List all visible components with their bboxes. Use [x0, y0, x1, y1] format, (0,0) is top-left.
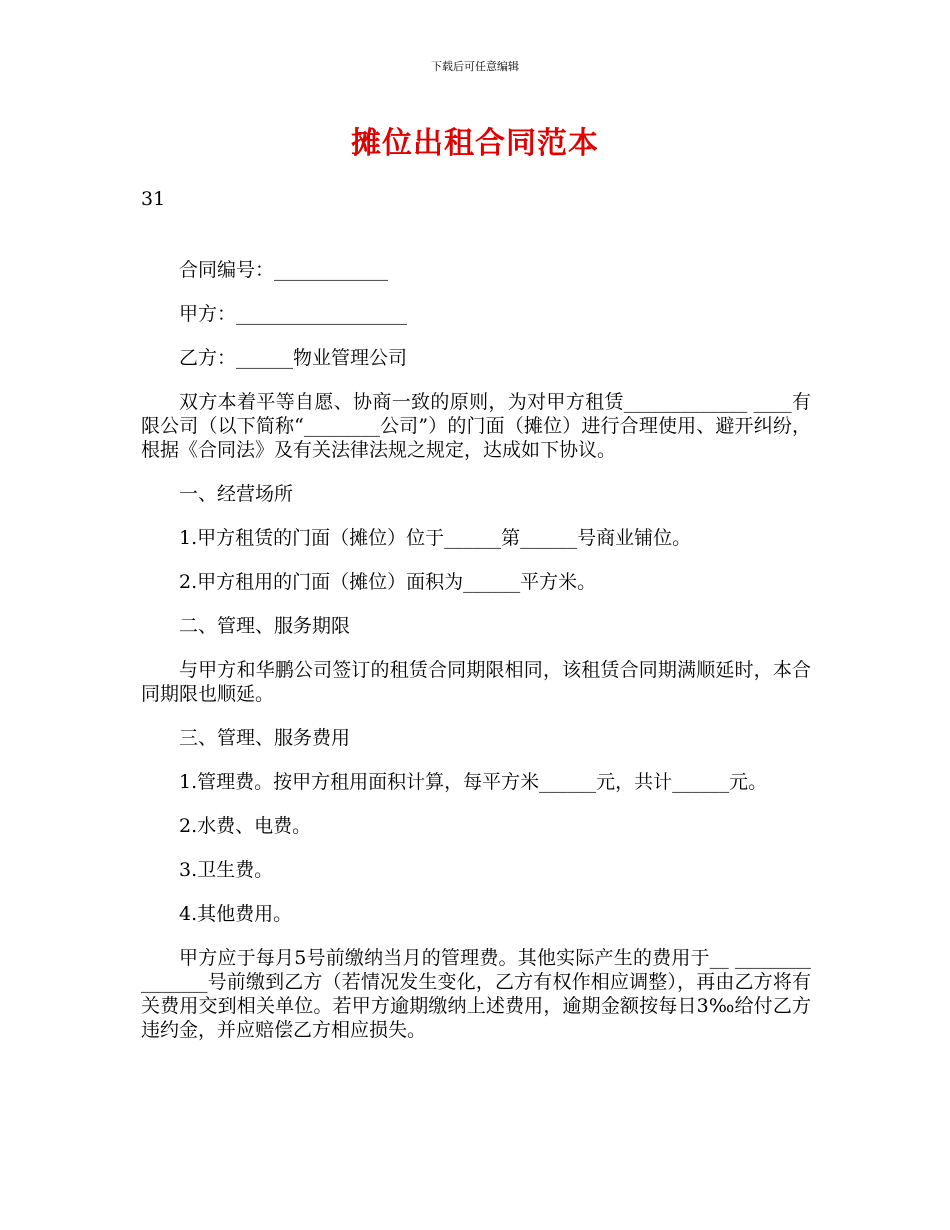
section-heading-3: 三、管理、服务费用 — [179, 727, 351, 749]
party-a-line: 甲方：__________________ — [179, 303, 408, 325]
clause-3-1: 1.管理费。按甲方租用面积计算，每平方米______元，共计______元。 — [179, 771, 768, 793]
document-title: 摊位出租合同范本 — [351, 126, 599, 161]
clause-3-3: 3.卫生费。 — [179, 859, 274, 881]
party-b-line: 乙方：______物业管理公司 — [179, 347, 408, 369]
clause-1-2: 2.甲方租用的门面（摊位）面积为______平方米。 — [179, 571, 597, 593]
clause-1-1: 1.甲方租赁的门面（摊位）位于______第______号商业铺位。 — [179, 527, 692, 549]
header-note: 下载后可任意编辑 — [431, 60, 519, 73]
contract-number-line: 合同编号：____________ — [179, 259, 389, 281]
document-body — [141, 258, 811, 1062]
document-code: 31 — [141, 188, 166, 210]
section-heading-2: 二、管理、服务期限 — [179, 615, 351, 637]
clause-3-4: 4.其他费用。 — [179, 903, 293, 925]
payment-paragraph: 甲方应于每月5号前缴纳当月的管理费。其他实际产生的费用于__ _______________号前缴到乙方（若情况发生变化，乙方有权作相应调整），再由乙方将有关费用交到相关单位。若甲方逾期缴纳上述费用，逾期金额按每日3‰给付乙方违约金，并应赔偿乙方相应损失。 — [141, 947, 811, 1041]
clause-3-2: 2.水费、电费。 — [179, 815, 312, 837]
term-paragraph: 与甲方和华鹏公司签订的租赁合同期限相同，该租赁合同期满顺延时，本合同期限也顺延。 — [141, 659, 811, 705]
section-heading-1: 一、经营场所 — [179, 483, 294, 505]
preamble-paragraph: 双方本着平等自愿、协商一致的原则，为对甲方租赁_____________ ____有限公司（以下简称“________公司”）的门面（摊位）进行合理使用、避开纠纷，根据《合同法》及有关法律法规之规定，达成如下协议。 — [141, 391, 811, 461]
